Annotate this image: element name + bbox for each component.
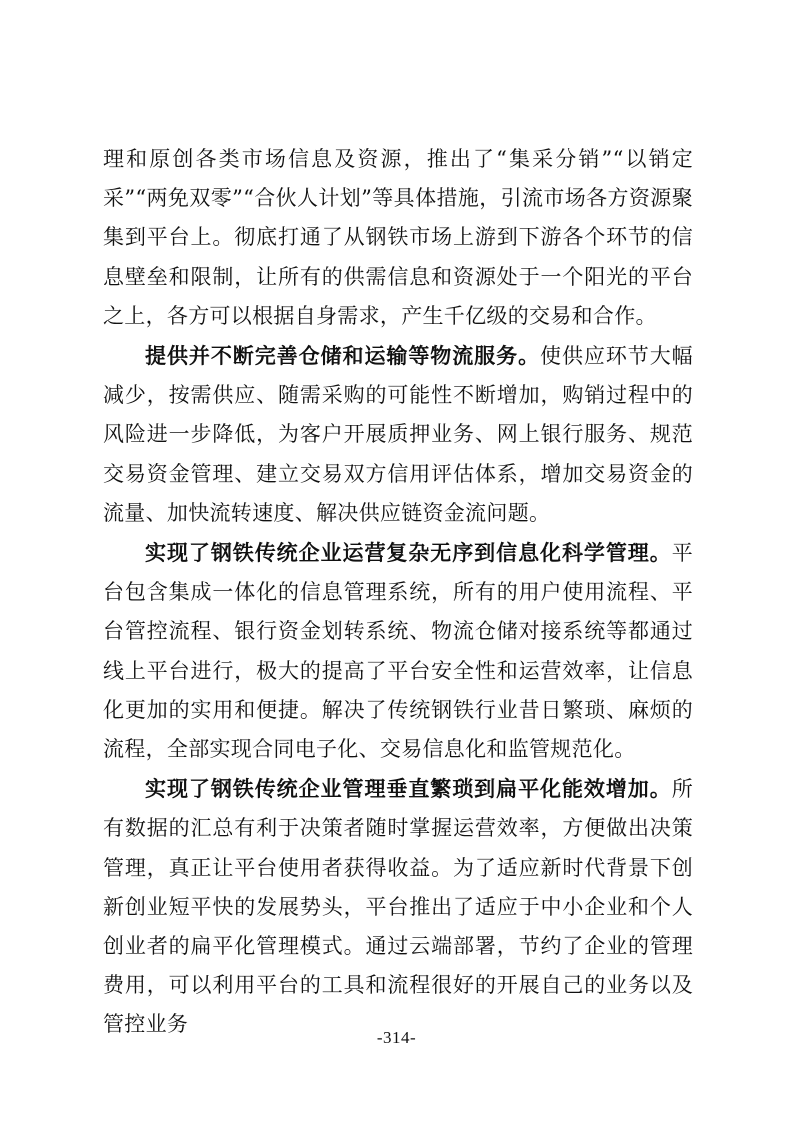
page-number: -314- [376,1028,417,1047]
paragraph-logistics-services [103,336,693,533]
paragraph-heading: 提供并不断完善仓储和运输等物流服务。 [145,343,541,369]
paragraph-information-management [103,533,693,769]
paragraph-text: 平台包含集成一体化的信息管理系统，所有的用户使用流程、平台管控流程、银行资金划转系统、物流仓储对接系统等都通过线上平台进行，极大的提高了平台安全性和运营效率，让信息化更加的实用和便捷。解决了传统钢铁行业昔日繁琐、麻烦的流程，全部实现合同电子化、交易信息化和监管规范化。 [103,541,693,762]
paragraph-text: 使供应环节大幅减少，按需供应、随需采购的可能性不断增加，购销过程中的风险进一步降低，为客户开展质押业务、网上银行服务、规范交易资金管理、建立交易双方信用评估体系，增加交易资金的流量、加快流转速度、解决供应链资金流问题。 [103,344,693,525]
paragraph-continuation [103,140,693,336]
paragraph-heading: 实现了钢铁传统企业运营复杂无序到信息化科学管理。 [145,540,672,566]
paragraph-heading: 实现了钢铁传统企业管理垂直繁琐到扁平化能效增加。 [145,776,672,802]
body-text [103,140,693,1045]
paragraph-text: 所有数据的汇总有利于决策者随时掌握运营效率，方便做出决策管理，真正让平台使用者获得收益。为了适应新时代背景下创新创业短平快的发展势头，平台推出了适应于中小企业和个人创业者的扁平化管理模式。通过云端部署，节约了企业的管理费用，可以利用平台的工具和流程很好的开展自己的业务以及管控业务 [103,777,693,1037]
paragraph-flat-management [103,769,693,1044]
paragraph-text: 理和原创各类市场信息及资源，推出了“集采分销”“以销定采”“两免双零”“合伙人计划”等具体措施，引流市场各方资源聚集到平台上。彻底打通了从钢铁市场上游到下游各个环节的信息壁垒和限制，让所有的供需信息和资源处于一个阳光的平台之上，各方可以根据自身需求，产生千亿级的交易和合作。 [103,147,693,328]
